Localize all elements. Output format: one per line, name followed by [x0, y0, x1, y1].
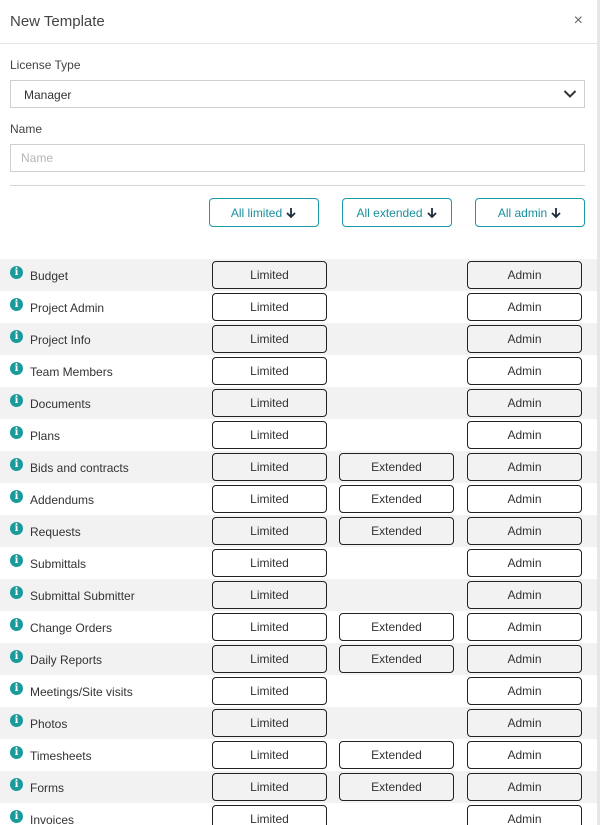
- admin-button[interactable]: Admin: [467, 709, 582, 737]
- info-icon[interactable]: i: [10, 682, 23, 695]
- info-icon[interactable]: i: [10, 490, 23, 503]
- admin-button[interactable]: Admin: [467, 677, 582, 705]
- module-name: Timesheets: [30, 749, 92, 763]
- all-extended-button[interactable]: [342, 198, 452, 227]
- extended-button[interactable]: Extended: [339, 773, 454, 801]
- module-name: Change Orders: [30, 621, 113, 635]
- permission-row: [0, 387, 597, 419]
- permission-row: [0, 291, 597, 323]
- all-extended-label: All extended: [356, 205, 423, 220]
- divider: [10, 185, 585, 186]
- module-name: Submittals: [30, 557, 87, 571]
- all-limited-button[interactable]: [209, 198, 319, 227]
- admin-button[interactable]: Admin: [467, 773, 582, 801]
- permission-row: [0, 771, 597, 803]
- info-icon[interactable]: i: [10, 554, 23, 567]
- admin-button[interactable]: Admin: [467, 805, 582, 825]
- info-icon[interactable]: i: [10, 586, 23, 599]
- extended-button[interactable]: Extended: [339, 485, 454, 513]
- info-icon[interactable]: i: [10, 394, 23, 407]
- permission-row: [0, 451, 597, 483]
- admin-button[interactable]: Admin: [467, 293, 582, 321]
- info-icon[interactable]: i: [10, 362, 23, 375]
- module-name: Plans: [30, 429, 61, 443]
- permission-row: [0, 419, 597, 451]
- permission-row: [0, 483, 597, 515]
- extended-button[interactable]: Extended: [339, 741, 454, 769]
- limited-button[interactable]: Limited: [212, 773, 327, 801]
- limited-button[interactable]: Limited: [212, 581, 327, 609]
- license-type-value: Manager: [24, 88, 72, 102]
- module-name: Documents: [30, 397, 91, 411]
- permissions-list: [0, 259, 597, 825]
- admin-button[interactable]: Admin: [467, 645, 582, 673]
- arrow-down-icon: [550, 207, 562, 219]
- module-name: Forms: [30, 781, 64, 795]
- limited-button[interactable]: Limited: [212, 485, 327, 513]
- module-name: Requests: [30, 525, 81, 539]
- admin-button[interactable]: Admin: [467, 741, 582, 769]
- limited-button[interactable]: Limited: [212, 741, 327, 769]
- admin-button[interactable]: Admin: [467, 613, 582, 641]
- admin-button[interactable]: Admin: [467, 517, 582, 545]
- permission-row: [0, 643, 597, 675]
- close-icon[interactable]: ×: [573, 12, 583, 29]
- module-name: Submittal Submitter: [30, 589, 135, 603]
- info-icon[interactable]: i: [10, 810, 23, 823]
- admin-button[interactable]: Admin: [467, 421, 582, 449]
- module-name: Project Info: [30, 333, 91, 347]
- admin-button[interactable]: Admin: [467, 357, 582, 385]
- limited-button[interactable]: Limited: [212, 325, 327, 353]
- all-admin-button[interactable]: [475, 198, 585, 227]
- info-icon[interactable]: i: [10, 330, 23, 343]
- extended-button[interactable]: Extended: [339, 645, 454, 673]
- admin-button[interactable]: Admin: [467, 325, 582, 353]
- dialog-header: [0, 0, 597, 44]
- limited-button[interactable]: Limited: [212, 613, 327, 641]
- module-name: Daily Reports: [30, 653, 103, 667]
- license-type-select[interactable]: [10, 80, 585, 108]
- limited-button[interactable]: Limited: [212, 517, 327, 545]
- admin-button[interactable]: Admin: [467, 453, 582, 481]
- limited-button[interactable]: Limited: [212, 549, 327, 577]
- limited-button[interactable]: Limited: [212, 805, 327, 825]
- info-icon[interactable]: i: [10, 778, 23, 791]
- admin-button[interactable]: Admin: [467, 261, 582, 289]
- permission-row: [0, 611, 597, 643]
- extended-button[interactable]: Extended: [339, 517, 454, 545]
- info-icon[interactable]: i: [10, 266, 23, 279]
- extended-button[interactable]: Extended: [339, 613, 454, 641]
- info-icon[interactable]: i: [10, 618, 23, 631]
- info-icon[interactable]: i: [10, 746, 23, 759]
- permission-row: [0, 547, 597, 579]
- name-input[interactable]: [10, 144, 585, 172]
- module-name: Invoices: [30, 813, 75, 825]
- permission-row: [0, 707, 597, 739]
- dialog-title: New Template: [10, 13, 105, 30]
- module-name: Meetings/Site visits: [30, 685, 133, 699]
- limited-button[interactable]: Limited: [212, 421, 327, 449]
- admin-button[interactable]: Admin: [467, 581, 582, 609]
- name-label: Name: [10, 122, 43, 136]
- permission-row: [0, 259, 597, 291]
- permission-row: [0, 579, 597, 611]
- admin-button[interactable]: Admin: [467, 549, 582, 577]
- admin-button[interactable]: Admin: [467, 389, 582, 417]
- permission-row: [0, 355, 597, 387]
- limited-button[interactable]: Limited: [212, 677, 327, 705]
- limited-button[interactable]: Limited: [212, 261, 327, 289]
- permission-row: [0, 323, 597, 355]
- all-admin-label: All admin: [497, 205, 548, 220]
- module-name: Budget: [30, 269, 69, 283]
- license-type-label: License Type: [10, 58, 81, 72]
- module-name: Project Admin: [30, 301, 105, 315]
- limited-button[interactable]: Limited: [212, 645, 327, 673]
- info-icon[interactable]: i: [10, 458, 23, 471]
- chevron-down-icon: [563, 89, 577, 99]
- limited-button[interactable]: Limited: [212, 453, 327, 481]
- all-limited-label: All limited: [230, 205, 283, 220]
- arrow-down-icon: [285, 207, 297, 219]
- admin-button[interactable]: Admin: [467, 485, 582, 513]
- info-icon[interactable]: i: [10, 522, 23, 535]
- module-name: Bids and contracts: [30, 461, 129, 475]
- limited-button[interactable]: Limited: [212, 709, 327, 737]
- module-name: Photos: [30, 717, 68, 731]
- info-icon[interactable]: i: [10, 426, 23, 439]
- info-icon[interactable]: i: [10, 298, 23, 311]
- limited-button[interactable]: Limited: [212, 293, 327, 321]
- permission-row: [0, 515, 597, 547]
- module-name: Addendums: [30, 493, 95, 507]
- permission-row: [0, 803, 597, 825]
- info-icon[interactable]: i: [10, 714, 23, 727]
- limited-button[interactable]: Limited: [212, 389, 327, 417]
- module-name: Team Members: [30, 365, 113, 379]
- limited-button[interactable]: Limited: [212, 357, 327, 385]
- permission-row: [0, 675, 597, 707]
- info-icon[interactable]: i: [10, 650, 23, 663]
- permission-row: [0, 739, 597, 771]
- arrow-down-icon: [426, 207, 438, 219]
- extended-button[interactable]: Extended: [339, 453, 454, 481]
